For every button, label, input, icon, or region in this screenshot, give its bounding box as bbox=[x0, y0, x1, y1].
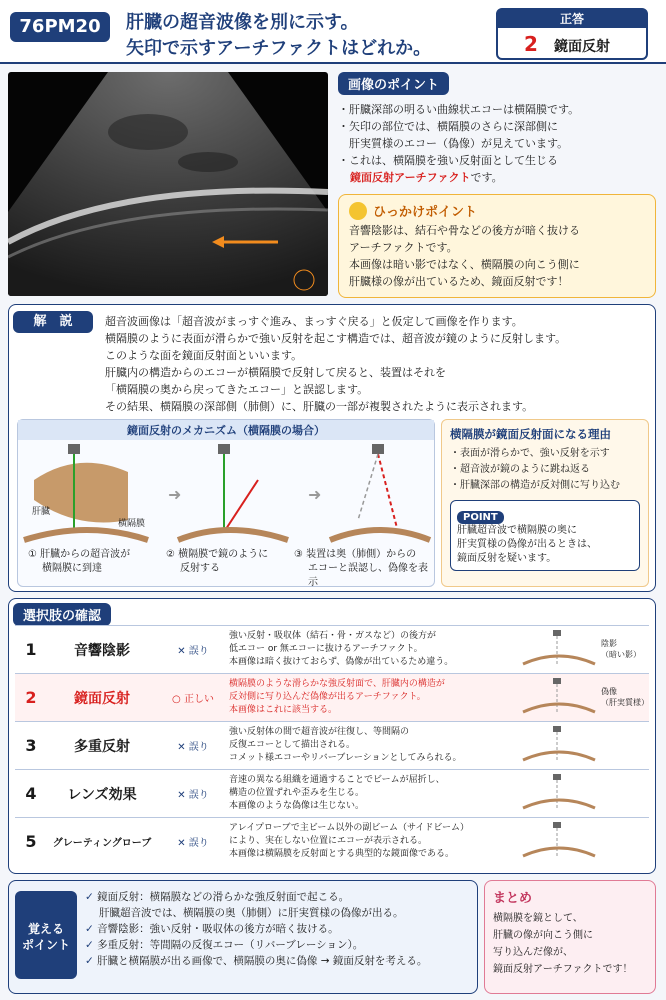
mechanism-title: 鏡面反射のメカニズム（横隔膜の場合） bbox=[18, 420, 434, 440]
choice-figure-svg bbox=[519, 676, 599, 720]
choice-description bbox=[229, 726, 519, 765]
choice-figure-label: 陰影 bbox=[601, 638, 617, 648]
mechanism-diagram bbox=[18, 440, 436, 550]
answer-text: 鏡面反射 bbox=[554, 39, 610, 55]
memo-1-text: 鏡面反射：横隔膜などの滑らかな強反射面で起こる。 bbox=[97, 891, 350, 903]
choice-figure bbox=[519, 772, 649, 816]
label-diaphragm: 横隔膜 bbox=[118, 519, 146, 529]
trap-box bbox=[338, 194, 656, 298]
choice-desc-line: 本画像は暗く抜けておらず、偽像が出ているため違う。 bbox=[229, 657, 454, 667]
reason-panel bbox=[441, 419, 649, 587]
header bbox=[0, 0, 666, 64]
choice-figure-label: （肝実質様） bbox=[601, 697, 649, 707]
svg-text:➜: ➜ bbox=[308, 485, 322, 504]
point-highlight: 鏡面反射アーチファクト bbox=[350, 171, 471, 184]
summary-1: 横隔膜を鏡として、 bbox=[493, 913, 583, 924]
exp-line-5: 「横隔膜の奥から戻ってきたエコー」と誤認します。 bbox=[105, 383, 369, 396]
choice-figure-svg bbox=[519, 628, 599, 672]
exp-line-3: このような面を鏡面反射面といいます。 bbox=[105, 349, 303, 362]
exp-line-1: 超音波画像は「超音波がまっすぐ進み、まっすぐ戻る」と仮定して画像を作ります。 bbox=[105, 315, 523, 328]
choice-desc-line: 本画像は横隔膜を反射面とする典型的な鏡面像である。 bbox=[229, 849, 455, 859]
choice-figure bbox=[519, 820, 649, 864]
choice-desc-line: 低エコー or 無エコーに抜けるアーチファクト。 bbox=[229, 644, 423, 654]
choice-row bbox=[15, 625, 649, 673]
memo-3-text: 多重反射：等間隔の反復エコー（リバーブレーション）。 bbox=[97, 939, 364, 951]
label-liver: 肝臓 bbox=[32, 507, 51, 517]
choice-desc-line: 横隔膜のような滑らかな強反射面で、肝臓内の構造が bbox=[229, 679, 445, 689]
step-3-a: ③ 装置は奥（肺側）からの bbox=[294, 549, 417, 560]
answer-number: 2 bbox=[524, 32, 538, 56]
question-code: 76PM20 bbox=[10, 12, 110, 42]
choice-name: レンズ効果 bbox=[67, 786, 137, 803]
choice-row bbox=[15, 769, 649, 817]
choice-verdict: ○ 正しい bbox=[172, 694, 214, 705]
step-3-b: エコーと誤認し、偽像を表示 bbox=[308, 563, 428, 588]
exp-line-4: 肝臓内の構造からのエコーが横隔膜で反射して戻ると、装置はそれを bbox=[105, 366, 446, 379]
memo-2-text: 音響陰影：強い反射・吸収体の後方が暗く抜ける。 bbox=[97, 923, 339, 935]
choice-figure bbox=[519, 724, 649, 768]
trap-line-4: 肝臓様の像が出ているため、鏡面反射です！ bbox=[349, 275, 569, 288]
choice-name: グレーティングローブ bbox=[52, 838, 152, 849]
choice-number: 4 bbox=[25, 784, 37, 803]
step-2-a: ② 横隔膜で鏡のように bbox=[166, 549, 269, 560]
choice-row bbox=[15, 817, 649, 865]
point-line-4: ・これは、横隔膜を強い反射面として生じる bbox=[338, 154, 558, 167]
choice-desc-line: 本画像のような偽像は生じない。 bbox=[229, 801, 365, 811]
point-line-5-tail: です。 bbox=[470, 171, 503, 184]
point-line-1: ・肝臓深部の明るい曲線状エコーは横隔膜です。 bbox=[338, 103, 580, 116]
memo-4: ✓ 肝臓と横隔膜が出る画像で、横隔膜の奥に偽像 → 鏡面反射を考える。 bbox=[85, 955, 428, 967]
memo-3: ✓ 多重反射：等間隔の反復エコー（リバーブレーション）。 bbox=[85, 939, 364, 951]
choice-desc-line: 強い反射・吸収体（結石・骨・ガスなど）の後方が bbox=[229, 631, 437, 641]
summary-box bbox=[484, 880, 656, 994]
choices bbox=[8, 598, 656, 874]
choice-desc-line: により、実在しない位置にエコーが表示される。 bbox=[229, 836, 428, 846]
choice-figure bbox=[519, 628, 649, 672]
reason-2: ・超音波が鏡のように跳ね返る bbox=[450, 464, 590, 475]
choice-desc-line: アレイプローブで主ビーム以外の副ビーム（サイドビーム） bbox=[229, 823, 470, 833]
memo-badge-2: ポイント bbox=[21, 938, 70, 952]
memo-badge bbox=[15, 891, 77, 979]
choice-description bbox=[229, 822, 519, 861]
choice-figure bbox=[519, 676, 649, 720]
trap-title: ひっかけポイント bbox=[373, 205, 478, 220]
choice-desc-line: 構造の位置ずれや歪みを生じる。 bbox=[229, 788, 365, 798]
trap-line-1: 音響陰影は、結石や骨などの後方が暗く抜ける bbox=[349, 224, 580, 237]
answer-label: 正答 bbox=[498, 10, 646, 28]
memo-4-text: 肝臓と横隔膜が出る画像で、横隔膜の奥に偽像 → 鏡面反射を考える。 bbox=[97, 955, 428, 967]
choice-name: 鏡面反射 bbox=[74, 690, 130, 707]
memo-1b: 肝臓超音波では、横隔膜の奥（肺側）に肝実質様の偽像が出る。 bbox=[99, 907, 404, 919]
explanation-title: 解 説 bbox=[13, 311, 93, 333]
choice-figure-svg bbox=[519, 772, 599, 816]
point-line-2: ・矢印の部位では、横隔膜のさらに深部側に bbox=[338, 120, 558, 133]
point-line-5 bbox=[338, 169, 656, 186]
choice-desc-line: 本画像はこれに該当する。 bbox=[229, 705, 338, 715]
explanation bbox=[8, 304, 656, 592]
choice-number: 5 bbox=[25, 832, 37, 851]
choice-figure-label: 偽像 bbox=[601, 686, 617, 696]
summary-title: まとめ bbox=[493, 891, 533, 906]
choice-verdict: ✕ 誤り bbox=[177, 838, 209, 849]
memo-2: ✓ 音響陰影：強い反射・吸収体の後方が暗く抜ける。 bbox=[85, 923, 339, 935]
answer-box bbox=[496, 8, 648, 60]
lightbulb-icon bbox=[349, 202, 367, 220]
reason-1: ・表面が滑らかで、強い反射を示す bbox=[450, 448, 610, 459]
choice-desc-line: 反復エコーとして描出される。 bbox=[229, 740, 356, 750]
memo-badge-1: 覚える bbox=[27, 922, 64, 936]
exp-line-2: 横隔膜のように表面が滑らかで強い反射を起こす構造では、超音波が鏡のように反射します。 bbox=[105, 332, 567, 345]
question-line-2: 矢印で示すアーチファクトはどれか。 bbox=[126, 38, 432, 59]
choice-number: 3 bbox=[25, 736, 37, 755]
point-badge: POINT bbox=[457, 511, 504, 524]
choice-desc-line: コメット様エコーやリバーブレーションとしてみられる。 bbox=[229, 753, 462, 763]
choice-name: 多重反射 bbox=[74, 738, 130, 755]
choice-figure-label: （暗い影） bbox=[601, 649, 641, 659]
choice-description bbox=[229, 774, 519, 813]
reason-3: ・肝臓深部の構造が反対側に写り込む bbox=[450, 480, 620, 491]
ultrasound-svg bbox=[8, 72, 328, 296]
ultrasound-image bbox=[8, 72, 328, 296]
choice-verdict: ✕ 誤り bbox=[177, 646, 209, 657]
choice-desc-line: 音速の異なる組織を通過することでビームが屈折し、 bbox=[229, 775, 445, 785]
step-1-b: 横隔膜に到達 bbox=[42, 563, 102, 574]
reason-title: 横隔膜が鏡面反射面になる理由 bbox=[450, 427, 611, 441]
summary-2: 肝臓の像が向こう側に bbox=[493, 930, 593, 941]
memo-box bbox=[8, 880, 478, 994]
choice-description bbox=[229, 678, 519, 717]
mechanism-panel bbox=[17, 419, 435, 587]
exp-line-6: その結果、横隔膜の深部側（肺側）に、肝臓の一部が複製されたように表示されます。 bbox=[105, 400, 534, 413]
point-1: 肝臓超音波で横隔膜の奥に bbox=[457, 525, 577, 536]
image-points bbox=[338, 72, 656, 188]
trap-line-2: アーチファクトです。 bbox=[349, 241, 458, 254]
summary-3: 写り込んだ像が、 bbox=[493, 947, 573, 958]
step-1-a: ① 肝臓からの超音波が bbox=[28, 549, 131, 560]
choice-row bbox=[15, 721, 649, 769]
choices-title: 選択肢の確認 bbox=[13, 603, 111, 626]
choice-figure-svg bbox=[519, 724, 599, 768]
step-2-b: 反射する bbox=[180, 563, 220, 574]
choice-description bbox=[229, 630, 519, 669]
question-line-1: 肝臓の超音波像を別に示す。 bbox=[126, 12, 359, 33]
image-points-title: 画像のポイント bbox=[338, 72, 449, 95]
choice-desc-line: 反対側に写り込んだ偽像が出るアーチファクト。 bbox=[229, 692, 426, 702]
trap-line-3: 本画像は暗い影ではなく、横隔膜の向こう側に bbox=[349, 258, 580, 271]
memo-1: ✓ 鏡面反射：横隔膜などの滑らかな強反射面で起こる。 bbox=[85, 891, 350, 903]
choice-verdict: ✕ 誤り bbox=[177, 790, 209, 801]
choice-verdict: ✕ 誤り bbox=[177, 742, 209, 753]
choice-name: 音響陰影 bbox=[74, 642, 130, 659]
point-line-3: 肝実質様のエコー（偽像）が見えています。 bbox=[338, 137, 569, 150]
svg-text:➜: ➜ bbox=[168, 485, 182, 504]
choice-number: 2 bbox=[25, 688, 37, 707]
summary-4: 鏡面反射アーチファクトです！ bbox=[493, 964, 633, 975]
point-3: 鏡面反射を疑います。 bbox=[457, 553, 557, 564]
choice-number: 1 bbox=[25, 640, 37, 659]
choice-figure-svg bbox=[519, 820, 599, 864]
point-2: 肝実質様の偽像が出るときは、 bbox=[457, 539, 597, 550]
choice-desc-line: 強い反射体の間で超音波が往復し、等間隔の bbox=[229, 727, 410, 737]
choice-row bbox=[15, 673, 649, 721]
